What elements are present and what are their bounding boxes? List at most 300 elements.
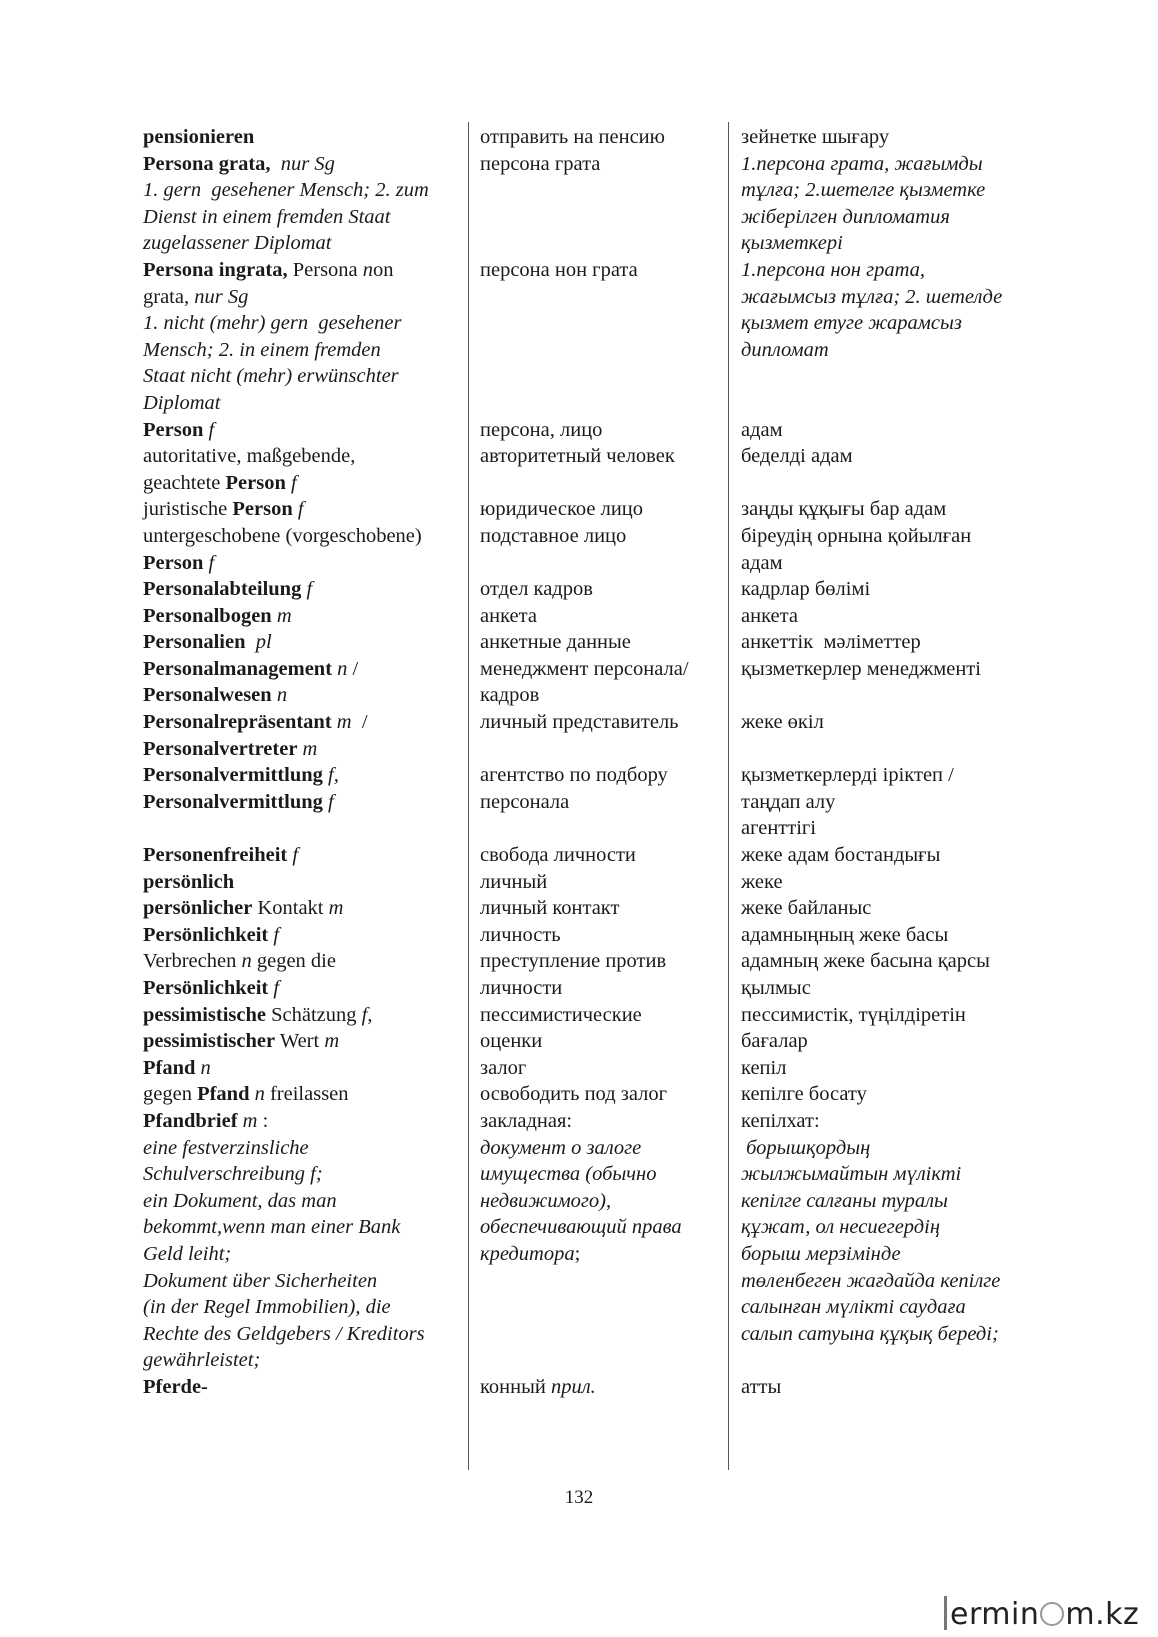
text-run: персона нон грата [480, 258, 638, 281]
entry-line [143, 1108, 468, 1135]
headword: Person [225, 471, 286, 494]
kazakh-translation [735, 496, 1043, 523]
german-term [143, 523, 474, 576]
german-term [143, 709, 474, 762]
entry-line [741, 603, 1043, 630]
german-term [143, 842, 474, 869]
text-run: закладная: [480, 1109, 573, 1132]
russian-translation [474, 1002, 735, 1055]
italic-note: gewährleistet; [143, 1349, 261, 1372]
entry-line [143, 629, 468, 656]
italic-note: f [273, 923, 280, 946]
italic-note: m [302, 737, 318, 760]
glossary-table [143, 124, 1043, 1401]
german-term [143, 257, 474, 417]
entry-line [480, 948, 735, 975]
italic-note: 1.персона грата, жағымды [741, 152, 983, 175]
headword: Personalrepräsentant [143, 711, 332, 734]
russian-translation [474, 151, 735, 257]
text-run: autoritative, maßgebende, [143, 445, 356, 468]
italic-note: m [242, 1109, 258, 1132]
table-row [143, 922, 1043, 949]
italic-note: n [362, 258, 374, 281]
text-run: беделді адам [741, 445, 853, 468]
entry-line [143, 204, 468, 231]
entry-line [143, 417, 468, 444]
german-term [143, 922, 474, 949]
entry-line [143, 682, 468, 709]
kazakh-translation [735, 576, 1043, 603]
page-number: 132 [564, 1487, 594, 1508]
german-term [143, 496, 474, 523]
kazakh-translation [735, 1002, 1043, 1055]
table-row [143, 895, 1043, 922]
text-run: / [351, 711, 368, 734]
entry-line [480, 656, 735, 683]
entry-line [480, 762, 735, 789]
entry-line [480, 496, 735, 523]
text-run: Verbrechen [143, 950, 242, 973]
entry-line [741, 1188, 1043, 1215]
italic-note: кредитора [480, 1242, 575, 1265]
german-term [143, 576, 474, 603]
entry-line [143, 815, 468, 842]
italic-note: (in der Regel Immobilien), die [143, 1296, 391, 1319]
italic-note: прил. [550, 1375, 596, 1398]
text-run: қылмыс [741, 977, 811, 999]
entry-line [143, 895, 468, 922]
kazakh-translation [735, 1374, 1043, 1401]
text-run: персона, лицо [480, 418, 603, 441]
headword: Person [232, 498, 293, 521]
text-run: адам [741, 418, 783, 441]
german-term [143, 629, 474, 656]
entry-line [143, 948, 468, 975]
entry-line [480, 709, 735, 736]
table-row [143, 1055, 1043, 1082]
italic-note: eine festverzinsliche [143, 1136, 309, 1159]
kazakh-translation [735, 124, 1043, 151]
kazakh-translation [735, 922, 1043, 949]
entry-line [741, 789, 1043, 816]
russian-translation [474, 1081, 735, 1108]
text-run: преступление против [480, 950, 667, 973]
text-run: қызметкерлер менеджменті [741, 657, 981, 680]
entry-line [143, 310, 468, 337]
russian-translation [474, 1374, 735, 1401]
entry-line [741, 869, 1043, 896]
entry-line [480, 869, 735, 896]
text-run: жеке өкіл [741, 711, 824, 734]
german-term [143, 869, 474, 896]
text-run: личный [480, 870, 548, 893]
german-term [143, 1081, 474, 1108]
headword: pensionieren [143, 126, 255, 148]
italic-note: f [292, 844, 299, 867]
italic-note: жылжымайтын мүлікті [741, 1163, 962, 1186]
text-run: : [257, 1109, 269, 1132]
italic-note: Rechte des Geldgebers / Kreditors [143, 1322, 425, 1345]
kazakh-translation [735, 151, 1043, 257]
russian-translation [474, 1108, 735, 1374]
text-run: анкета [480, 604, 537, 627]
russian-translation [474, 629, 735, 656]
italic-note: f [208, 551, 215, 574]
italic-note: n [241, 950, 252, 973]
italic-note: документ о залоге [480, 1136, 642, 1159]
table-row [143, 869, 1043, 896]
entry-line [741, 1135, 1043, 1162]
text-run: подставное лицо [480, 524, 627, 547]
entry-line [143, 1347, 468, 1374]
entry-line [143, 1135, 468, 1162]
text-run: конный [480, 1375, 551, 1398]
entry-line [143, 1241, 468, 1268]
italic-note: кепілге салғаны туралы [741, 1189, 948, 1212]
kazakh-translation [735, 869, 1043, 896]
text-run: Persona [287, 258, 363, 281]
text-run: жеке байланыс [741, 897, 872, 920]
text-run: ; [574, 1242, 581, 1265]
text-run: агентство по подбору [480, 764, 668, 787]
table-row [143, 1081, 1043, 1108]
termincom-logo[interactable] [944, 1596, 1139, 1632]
russian-translation [474, 443, 735, 496]
entry-line [480, 1161, 735, 1188]
entry-line [143, 709, 468, 736]
entry-line [143, 975, 468, 1002]
text-run: персона грата [480, 152, 601, 175]
table-row [143, 496, 1043, 523]
text-run: / [347, 657, 359, 680]
italic-note: төленбеген жағдайда кепілге [741, 1269, 1001, 1292]
entry-line [143, 1055, 468, 1082]
text-run: юридическое лицо [480, 498, 644, 521]
entry-line [143, 363, 468, 390]
italic-note: салып сатуына құқық береді; [741, 1322, 999, 1345]
entry-line [480, 603, 735, 630]
headword: Pfandbrief [143, 1109, 238, 1132]
italic-note: 1. gern gesehener Mensch; 2. zum [143, 179, 429, 202]
table-row [143, 948, 1043, 1001]
kazakh-translation [735, 1055, 1043, 1082]
entry-line [741, 1268, 1043, 1295]
text-run: личный представитель [480, 711, 679, 734]
italic-note: f [328, 790, 334, 813]
entry-line [480, 1028, 735, 1055]
entry-line [480, 1374, 735, 1401]
text-run: адам [741, 551, 783, 574]
text-run: менеджмент персонала/ [480, 657, 689, 680]
entry-line [143, 470, 468, 497]
entry-line [741, 948, 1043, 975]
german-term [143, 1108, 474, 1374]
russian-translation [474, 603, 735, 630]
entry-line [741, 177, 1043, 204]
headword: pessimistischer [143, 1030, 276, 1053]
kazakh-translation [735, 709, 1043, 762]
headword: Personalvermittlung [143, 790, 323, 813]
kazakh-translation [735, 443, 1043, 496]
entry-line [480, 789, 735, 816]
entry-line [480, 1188, 735, 1215]
italic-note: Mensch; 2. in einem fremden [143, 338, 381, 361]
italic-note: m [324, 1030, 340, 1053]
text-run: залог [480, 1056, 527, 1079]
text-run: Wert [275, 1030, 325, 1053]
entry-line [741, 576, 1043, 603]
entry-line [741, 310, 1043, 337]
entry-line [741, 337, 1043, 364]
italic-note: f, [361, 1003, 373, 1026]
headword: Personalvertreter [143, 737, 298, 760]
german-term [143, 1002, 474, 1055]
entry-line [143, 550, 468, 577]
entry-line [741, 895, 1043, 922]
italic-note: m [328, 897, 344, 920]
entry-line [480, 443, 735, 470]
italic-note: 1. nicht (mehr) gern gesehener [143, 312, 402, 335]
kazakh-translation [735, 1108, 1043, 1374]
german-term [143, 1374, 474, 1401]
italic-note: n [337, 657, 348, 680]
text-run: біреудің орнына қойылған [741, 524, 972, 547]
entry-line [480, 1002, 735, 1029]
table-row [143, 842, 1043, 869]
russian-translation [474, 842, 735, 869]
headword: Personalmanagement [143, 657, 333, 680]
entry-line [143, 496, 468, 523]
table-row [143, 523, 1043, 576]
entry-line [143, 576, 468, 603]
logo-text-2: m.kz [1065, 1597, 1140, 1632]
italic-note: bekommt,wenn man einer Bank [143, 1216, 401, 1239]
text-run: агенттігі [741, 817, 817, 840]
text-run: личность [480, 923, 561, 946]
entry-line [741, 417, 1043, 444]
italic-note: дипломат [741, 338, 829, 361]
italic-note: ein Dokument, das man [143, 1189, 337, 1212]
text-run: gegen [143, 1083, 198, 1106]
russian-translation [474, 523, 735, 576]
entry-line [741, 1161, 1043, 1188]
entry-line [143, 922, 468, 949]
headword: Personalvermittlung [143, 764, 323, 787]
entry-line [741, 550, 1043, 577]
russian-translation [474, 124, 735, 151]
entry-line [143, 1374, 468, 1401]
kazakh-translation [735, 895, 1043, 922]
text-run [271, 153, 281, 175]
text-run: gegen die [251, 950, 336, 973]
entry-line [480, 629, 735, 656]
italic-note: f [291, 471, 297, 494]
headword: Personalabteilung [143, 578, 302, 601]
entry-line [741, 709, 1043, 736]
kazakh-translation [735, 417, 1043, 444]
entry-line [741, 922, 1043, 949]
italic-note: қызметкері [741, 232, 843, 255]
text-run: freilassen [264, 1083, 349, 1106]
headword: Person [143, 418, 204, 441]
italic-note: борыш мерзімінде [741, 1242, 901, 1265]
russian-translation [474, 1055, 735, 1082]
entry-line [480, 682, 735, 709]
headword: Persona ingrata, [143, 258, 288, 281]
russian-translation [474, 656, 735, 709]
entry-line [143, 1321, 468, 1348]
entry-line [741, 230, 1043, 257]
entry-line [480, 975, 735, 1002]
entry-line [741, 523, 1043, 550]
entry-line [143, 337, 468, 364]
table-row [143, 629, 1043, 656]
entry-line [741, 1214, 1043, 1241]
german-term [143, 603, 474, 630]
text-run: кепілге босату [741, 1083, 867, 1106]
table-row [143, 762, 1043, 842]
kazakh-translation [735, 1081, 1043, 1108]
text-run: таңдап алу [741, 790, 836, 813]
entry-line [741, 1055, 1043, 1082]
italic-note: pl [255, 631, 272, 654]
kazakh-translation [735, 842, 1043, 869]
text-run: grata, [143, 285, 195, 308]
text-run: жеке [741, 870, 783, 893]
kazakh-translation [735, 948, 1043, 1001]
entry-line [480, 1055, 735, 1082]
table-row [143, 656, 1043, 709]
entry-line [143, 762, 468, 789]
entry-line [143, 257, 468, 284]
italic-note: f [297, 498, 304, 521]
table-row [143, 576, 1043, 603]
entry-line [480, 1135, 735, 1162]
italic-note: жіберілген дипломатия [741, 205, 950, 228]
italic-note: имущества (обычно [480, 1163, 657, 1186]
russian-translation [474, 922, 735, 949]
entry-line [143, 789, 468, 816]
italic-note: Diplomat [143, 391, 221, 414]
entry-line [741, 496, 1043, 523]
italic-note: n [200, 1056, 211, 1079]
table-row [143, 417, 1043, 444]
text-run: атты [741, 1375, 782, 1398]
italic-note: zugelassener Diplomat [143, 232, 332, 255]
headword: Persona grata, [143, 152, 271, 175]
text-run: Kontakt [252, 897, 329, 920]
text-run: жеке адам бостандығы [741, 844, 941, 867]
entry-line [480, 417, 735, 444]
italic-note: тұлға; 2.шетелге қызметке [741, 179, 986, 202]
headword: Personenfreiheit [143, 844, 288, 867]
entry-line [143, 177, 468, 204]
headword: Persönlichkeit [143, 977, 269, 999]
text-run: адамның жеке басына қарсы [741, 950, 990, 973]
german-term [143, 417, 474, 444]
text-run: персонала [480, 790, 570, 813]
table-row [143, 1002, 1043, 1055]
headword: Persönlichkeit [143, 923, 269, 946]
entry-line [480, 1081, 735, 1108]
entry-line [480, 151, 735, 178]
italic-note: m [276, 604, 292, 627]
headword: Person [143, 551, 204, 574]
german-term [143, 124, 474, 151]
entry-line [741, 1081, 1043, 1108]
entry-line [143, 1161, 468, 1188]
entry-line [741, 815, 1043, 842]
headword: Pfand [197, 1083, 250, 1106]
entry-line [143, 443, 468, 470]
text-run: авторитетный человек [480, 445, 675, 468]
italic-note: nur Sg [194, 285, 249, 308]
russian-translation [474, 257, 735, 417]
italic-note: құжат, ол несиегердің [741, 1216, 941, 1239]
entry-line [480, 124, 735, 151]
russian-translation [474, 762, 735, 842]
text-run: пессимистік, түңілдіретін [741, 1003, 966, 1026]
kazakh-translation [735, 629, 1043, 656]
italic-note: 1.персона нон грата, [741, 258, 925, 281]
text-run: қызметкерлерді іріктеп / [741, 764, 954, 787]
italic-note: недвижимого), [480, 1189, 612, 1212]
russian-translation [474, 576, 735, 603]
entry-line [143, 1002, 468, 1029]
entry-line [480, 842, 735, 869]
entry-line [480, 922, 735, 949]
text-run: бағалар [741, 1030, 808, 1053]
headword: Pfand [143, 1056, 196, 1079]
headword: Personalwesen [143, 684, 272, 707]
text-run: анкета [741, 604, 798, 627]
headword: pessimistische [143, 1003, 266, 1026]
german-term [143, 948, 474, 1001]
entry-line [143, 842, 468, 869]
entry-line [143, 603, 468, 630]
table-row [143, 151, 1043, 257]
entry-line [143, 523, 468, 550]
text-run: juristische [143, 498, 233, 521]
entry-line [143, 151, 468, 178]
entry-line [143, 1294, 468, 1321]
entry-line [741, 656, 1043, 683]
entry-line [741, 629, 1043, 656]
entry-line [143, 1188, 468, 1215]
kazakh-translation [735, 656, 1043, 709]
german-term [143, 656, 474, 709]
russian-translation [474, 417, 735, 444]
text-run: личный контакт [480, 897, 620, 920]
logo-t-bar-icon [944, 1596, 947, 1630]
table-row [143, 1108, 1043, 1374]
headword: Pferde- [143, 1375, 208, 1398]
entry-line [741, 257, 1043, 284]
text-run [246, 631, 256, 653]
entry-line [741, 204, 1043, 231]
entry-line [741, 284, 1043, 311]
text-run: освободить под залог [480, 1083, 668, 1106]
logo-text-1: ermin [950, 1597, 1040, 1632]
italic-note: Staat nicht (mehr) erwünschter [143, 365, 399, 388]
entry-line [741, 124, 1043, 151]
text-run: оценки [480, 1030, 543, 1053]
text-run: кепіл [741, 1056, 787, 1079]
italic-note: f [208, 418, 215, 441]
entry-line [143, 1081, 468, 1108]
italic-note: Geld leiht; [143, 1242, 232, 1265]
entry-line [741, 975, 1043, 1002]
